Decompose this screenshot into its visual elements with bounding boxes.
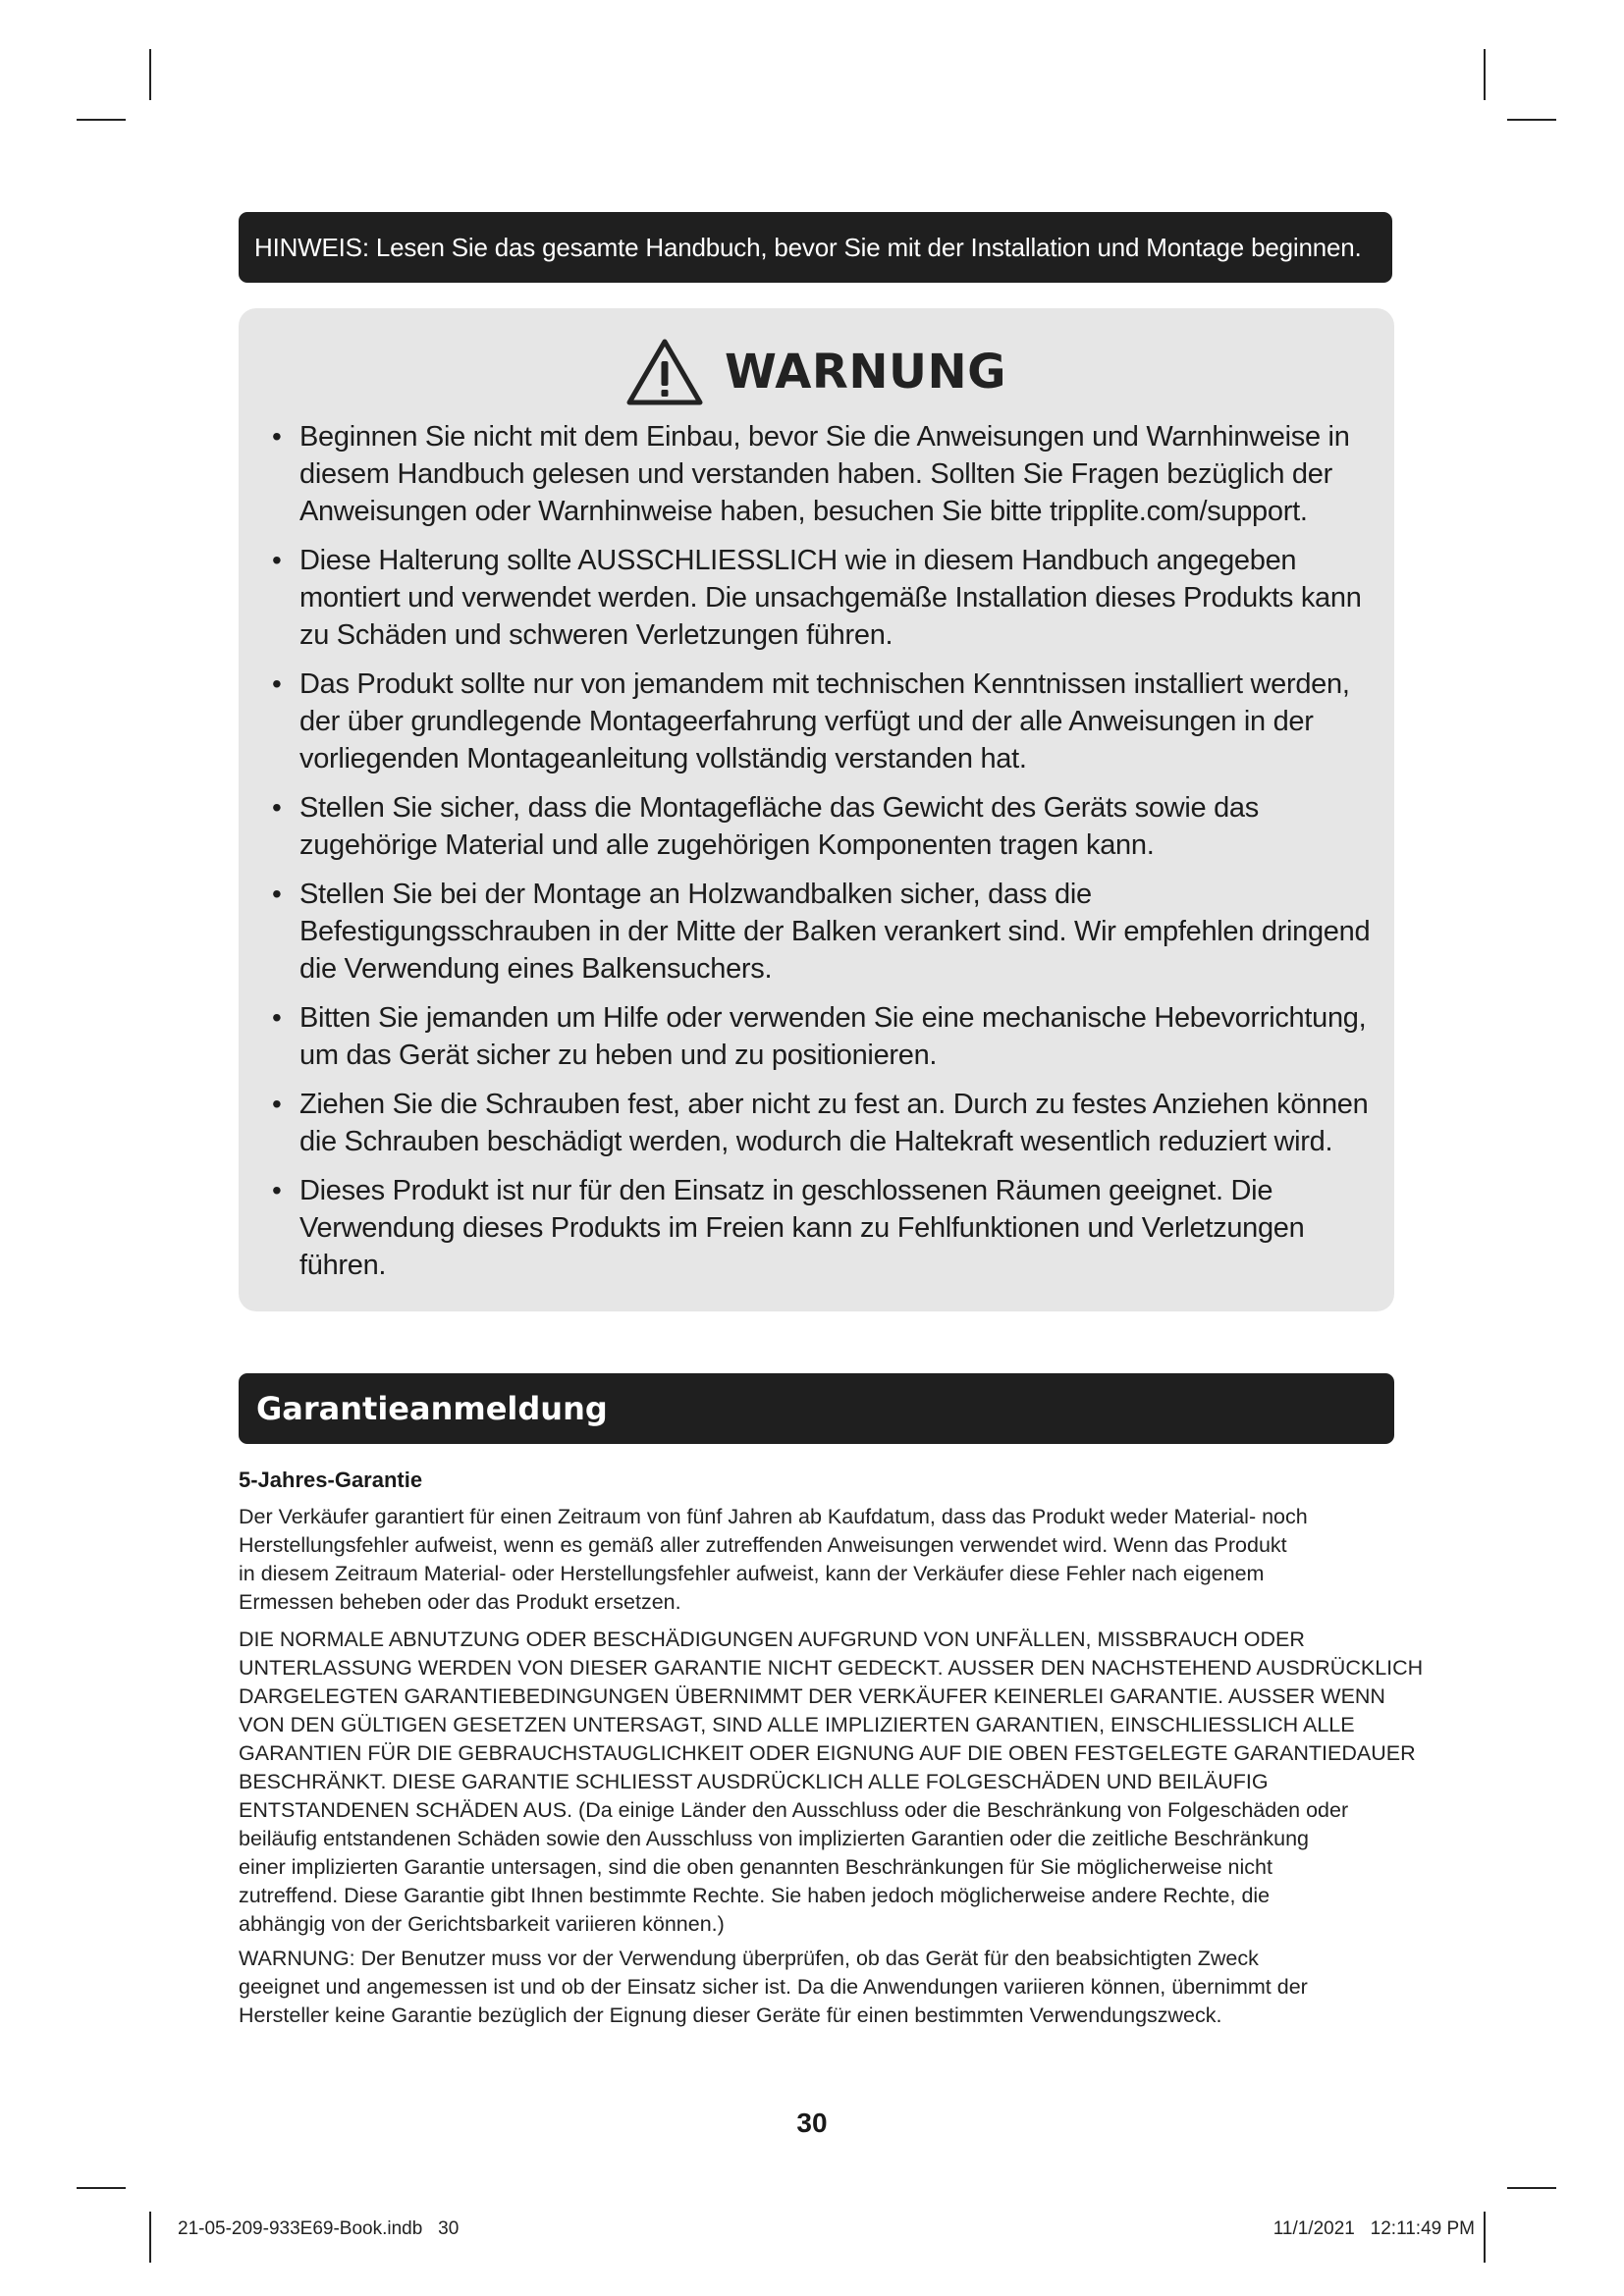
warning-item-line: diesem Handbuch gelesen und verstanden haben. Sollten Sie Fragen bezüglich der (299, 458, 1332, 490)
warning-item-line: führen. (299, 1250, 387, 1281)
warning-item-line: Stellen Sie bei der Montage an Holzwandbalken sicher, dass die (299, 879, 1092, 910)
print-slug-filename: 21-05-209-933E69-Book.indb 30 (178, 2218, 460, 2239)
warning-item-line: Das Produkt sollte nur von jemandem mit technischen Kenntnissen installiert werden, (299, 668, 1350, 700)
paragraph-line: abhängig von der Gerichtsbarkeit variieren können.) (239, 1912, 725, 1936)
paragraph-line: Hersteller keine Garantie bezüglich der Eignung dieser Geräte für einen bestimmten Verwendungszweck. (239, 2003, 1222, 2027)
installation-notice-text: HINWEIS: Lesen Sie das gesamte Handbuch, bevor Sie mit der Installation und Montage beginnen. (254, 232, 1362, 262)
paragraph-line: DARGELEGTEN GARANTIEBEDINGUNGEN ÜBERNIMMT DER VERKÄUFER KEINERLEI GARANTIE. AUSSER WENN (239, 1684, 1385, 1708)
warranty-paragraph-1 (239, 1503, 1407, 1617)
warning-item-line: der über grundlegende Montageerfahrung verfügt und der alle Anweisungen in der (299, 706, 1314, 737)
warning-item (239, 666, 1394, 777)
bullet: • (272, 879, 282, 909)
paragraph-line: VON DEN GÜLTIGEN GESETZEN UNTERSAGT, SIND ALLE IMPLIZIERTEN GARANTIEN, EINSCHLIESSLICH ALLE (239, 1713, 1355, 1736)
warning-triangle-icon (626, 338, 703, 406)
warning-item-line: montiert und verwendet werden. Die unsachgemäße Installation dieses Produkts kann (299, 582, 1362, 614)
warning-item-line: Stellen Sie sicher, dass die Montagefläche das Gewicht des Geräts sowie das (299, 792, 1259, 824)
crop-mark-top-left-horizontal (77, 119, 126, 121)
warning-item-line: die Schrauben beschädigt werden, wodurch die Haltekraft wesentlich reduziert wird. (299, 1126, 1333, 1157)
warning-panel (239, 308, 1394, 1311)
warning-item-line: Befestigungsschrauben in der Mitte der Balken verankert sind. Wir empfehlen dringend (299, 916, 1371, 947)
paragraph-line: einer implizierten Garantie untersagen, sind die oben genannten Beschränkungen für Sie möglicherweise nicht (239, 1855, 1272, 1879)
warning-item-line: zugehörige Material und alle zugehörigen Komponenten tragen kann. (299, 829, 1155, 861)
warning-item-line: Beginnen Sie nicht mit dem Einbau, bevor Sie die Anweisungen und Warnhinweise in (299, 421, 1350, 453)
warning-item (239, 876, 1394, 988)
crop-mark-top-right-horizontal (1507, 119, 1556, 121)
crop-mark-bottom-left-vertical (149, 2212, 151, 2263)
warning-item-line: zu Schäden und schweren Verletzungen führen. (299, 619, 893, 651)
crop-mark-top-left-vertical (149, 49, 151, 100)
warning-item-line: Diese Halterung sollte AUSSCHLIESSLICH wie in diesem Handbuch angegeben (299, 545, 1297, 576)
bullet: • (272, 1175, 282, 1205)
installation-notice-bar (239, 212, 1392, 283)
bullet: • (272, 421, 282, 452)
paragraph-line: BESCHRÄNKT. DIESE GARANTIE SCHLIESST AUSDRÜCKLICH ALLE FOLGESCHÄDEN UND BEILÄUFIG (239, 1770, 1269, 1793)
crop-mark-bottom-left-horizontal (77, 2187, 126, 2189)
warning-item (239, 999, 1394, 1074)
warning-item-line: um das Gerät sicher zu heben und zu positionieren. (299, 1040, 938, 1071)
paragraph-line: zutreffend. Diese Garantie gibt Ihnen bestimmte Rechte. Sie haben jedoch möglicherweise andere Rechte, die (239, 1884, 1271, 1907)
bullet: • (272, 792, 282, 823)
bullet: • (272, 1089, 282, 1119)
paragraph-line: ENTSTANDENEN SCHÄDEN AUS. (Da einige Länder den Ausschluss oder die Beschränkung von Folgeschäden oder (239, 1798, 1349, 1822)
warning-item (239, 418, 1394, 530)
paragraph-line: DIE NORMALE ABNUTZUNG ODER BESCHÄDIGUNGEN AUFGRUND VON UNFÄLLEN, MISSBRAUCH ODER (239, 1628, 1305, 1651)
paragraph-line: beiläufig entstandenen Schäden sowie den Ausschluss von implizierten Garantien oder die zeitliche Beschränkung (239, 1827, 1310, 1850)
bullet: • (272, 1002, 282, 1033)
warranty-subheading: 5-Jahres-Garantie (239, 1468, 423, 1492)
paragraph-line: UNTERLASSUNG WERDEN VON DIESER GARANTIE NICHT GEDECKT. AUSSER DEN NACHSTEHEND AUSDRÜCKLICH (239, 1656, 1424, 1680)
warning-item-line: Verwendung dieses Produkts im Freien kann zu Fehlfunktionen und Verletzungen (299, 1212, 1305, 1244)
warranty-section-title: Garantieanmeldung (256, 1390, 608, 1427)
paragraph-line: in diesem Zeitraum Material- oder Herstellungsfehler aufweist, kann der Verkäufer diese Fehler nach eigenem (239, 1562, 1265, 1585)
paragraph-line: GARANTIEN FÜR DIE GEBRAUCHSTAUGLICHKEIT ODER EIGNUNG AUF DIE OBEN FESTGELEGTE GARANTIEDAUER (239, 1741, 1416, 1765)
warning-title: WARNUNG (724, 345, 1007, 400)
warranty-section-header (239, 1373, 1394, 1444)
page-number: 30 (796, 2108, 828, 2138)
warning-item-line: die Verwendung eines Balkensuchers. (299, 953, 773, 985)
warning-item-line: Ziehen Sie die Schrauben fest, aber nicht zu fest an. Durch zu festes Anziehen können (299, 1089, 1369, 1120)
paragraph-line: Herstellungsfehler aufweist, wenn es gemäß aller zutreffenden Anweisungen verwendet wird. Wenn das Produkt (239, 1533, 1287, 1557)
bullet: • (272, 668, 282, 699)
warning-item (239, 789, 1394, 864)
warning-heading (239, 328, 1394, 416)
crop-mark-bottom-right-horizontal (1507, 2187, 1556, 2189)
warranty-paragraph-3 (239, 1945, 1407, 2030)
warning-item (239, 1086, 1394, 1160)
crop-mark-top-right-vertical (1484, 49, 1486, 100)
paragraph-line: geeignet und angemessen ist und ob der Einsatz sicher ist. Da die Anwendungen variieren können, übernimmt der (239, 1975, 1308, 1999)
warning-item-line: Anweisungen oder Warnhinweise haben, besuchen Sie bitte tripplite.com/support. (299, 496, 1308, 527)
warning-item (239, 1172, 1394, 1284)
bullet: • (272, 545, 282, 575)
warning-list (239, 418, 1394, 1296)
paragraph-line: Ermessen beheben oder das Produkt ersetzen. (239, 1590, 681, 1614)
paragraph-line: WARNUNG: Der Benutzer muss vor der Verwendung überprüfen, ob das Gerät für den beabsichtigten Zweck (239, 1947, 1259, 1970)
warranty-paragraph-2 (239, 1626, 1424, 1939)
print-slug-timestamp: 11/1/2021 12:11:49 PM (1272, 2218, 1475, 2239)
crop-mark-bottom-right-vertical (1484, 2212, 1486, 2263)
warning-item-line: vorliegenden Montageanleitung vollständig verstanden hat. (299, 743, 1027, 774)
warning-item-line: Dieses Produkt ist nur für den Einsatz in geschlossenen Räumen geeignet. Die (299, 1175, 1273, 1206)
warning-item (239, 542, 1394, 654)
warning-item-line: Bitten Sie jemanden um Hilfe oder verwenden Sie eine mechanische Hebevorrichtung, (299, 1002, 1367, 1034)
paragraph-line: Der Verkäufer garantiert für einen Zeitraum von fünf Jahren ab Kaufdatum, dass das Produkt weder Material- noch (239, 1505, 1308, 1528)
